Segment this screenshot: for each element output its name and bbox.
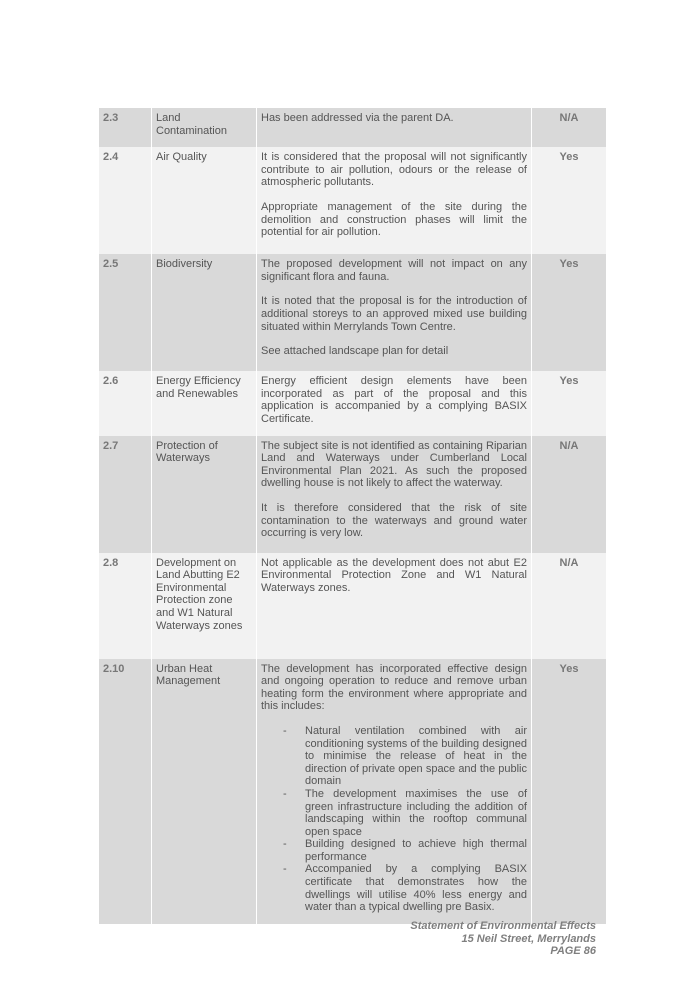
compliance-table: [99, 108, 606, 924]
compliance-status: Yes: [532, 659, 607, 924]
list-item: - Accompanied by a complying BASIX certificate that demonstrates how the dwellings will utilise 40% less energy and water than a typical dwelling pre Basix.: [283, 863, 527, 914]
clause-number: 2.6: [99, 371, 152, 435]
dash-marker: -: [283, 724, 287, 737]
table-row: [99, 147, 606, 254]
comment-paragraph: See attached landscape plan for detail: [261, 345, 449, 358]
comment-paragraph: Appropriate management of the site during the demolition and construction phases will limit the potential for air pollution.: [261, 200, 527, 239]
list-item: - The development maximises the use of green infrastructure including the addition of landscaping within the rooftop communal open space: [283, 787, 527, 838]
clause-topic: Biodiversity: [152, 254, 257, 371]
clause-comment: [257, 371, 532, 435]
compliance-status: N/A: [532, 108, 607, 147]
clause-comment: [257, 147, 532, 254]
dash-marker: -: [283, 787, 287, 800]
comment-paragraph: The subject site is not identified as containing Riparian Land and Waterways under Cumberland Local Environmental Plan 2021. As such the proposed dwelling house is not likely to affect the waterway.: [261, 439, 527, 490]
dash-marker: -: [283, 863, 287, 876]
clause-topic: Development on Land Abutting E2 Environmental Protection zone and W1 Natural Waterways zones: [152, 553, 257, 659]
clause-topic: Energy Efficiency and Renewables: [152, 371, 257, 435]
clause-number: 2.7: [99, 436, 152, 553]
footer-page-number: PAGE 86: [550, 945, 596, 958]
comment-paragraph: The development has incorporated effective design and ongoing operation to reduce and remove urban heating form the environment where appropriate and this includes:: [261, 662, 527, 713]
compliance-status: Yes: [532, 147, 607, 254]
compliance-status: N/A: [532, 436, 607, 553]
clause-number: 2.5: [99, 254, 152, 371]
clause-number: 2.3: [99, 108, 152, 147]
list-item: - Natural ventilation combined with air conditioning systems of the building designed to minimise the release of heat in the direction of private open space and the public domain: [283, 724, 527, 788]
page-footer: [410, 920, 596, 958]
table-row: [99, 108, 606, 147]
clause-number: 2.8: [99, 553, 152, 659]
comment-paragraph: Energy efficient design elements have been incorporated as part of the proposal and this application is accompanied by a complying BASIX Certificate.: [261, 375, 527, 425]
bullet-list: [261, 725, 527, 914]
clause-comment: [257, 436, 532, 553]
clause-number: 2.4: [99, 147, 152, 254]
compliance-status: N/A: [532, 553, 607, 659]
table-row: [99, 371, 606, 435]
clause-comment: [257, 254, 532, 371]
table-row: [99, 553, 606, 659]
footer-document-title: Statement of Environmental Effects: [410, 920, 596, 932]
clause-number: 2.10: [99, 659, 152, 924]
compliance-status: Yes: [532, 371, 607, 435]
clause-topic: Protection of Waterways: [152, 436, 257, 553]
comment-paragraph: It is considered that the proposal will not significantly contribute to air pollution, odours or the release of atmospheric pollutants.: [261, 151, 527, 189]
comment-paragraph: It is therefore considered that the risk of site contamination to the waterways and ground water occurring is very low.: [261, 501, 527, 540]
comment-paragraph: Not applicable as the development does not abut E2 Environmental Protection Zone and W1 Natural Waterways zones.: [261, 556, 527, 594]
compliance-status: Yes: [532, 254, 607, 371]
clause-topic: Land Contamination: [152, 108, 257, 147]
comment-paragraph: Has been addressed via the parent DA.: [261, 112, 454, 124]
list-item: - Building designed to achieve high thermal performance: [283, 838, 527, 863]
table-row: [99, 254, 606, 371]
clause-comment: [257, 553, 532, 659]
comment-paragraph: It is noted that the proposal is for the introduction of additional storeys to an approved mixed use building situated within Merrylands Town Centre.: [261, 295, 527, 333]
clause-comment: [257, 659, 532, 924]
dash-marker: -: [283, 838, 287, 851]
table-row: [99, 659, 606, 924]
table-row: [99, 436, 606, 553]
footer-address: 15 Neil Street, Merrylands: [461, 932, 596, 945]
clause-comment: [257, 108, 532, 147]
comment-paragraph: The proposed development will not impact on any significant flora and fauna.: [261, 258, 527, 283]
clause-topic: Air Quality: [152, 147, 257, 254]
clause-topic: Urban Heat Management: [152, 659, 257, 924]
